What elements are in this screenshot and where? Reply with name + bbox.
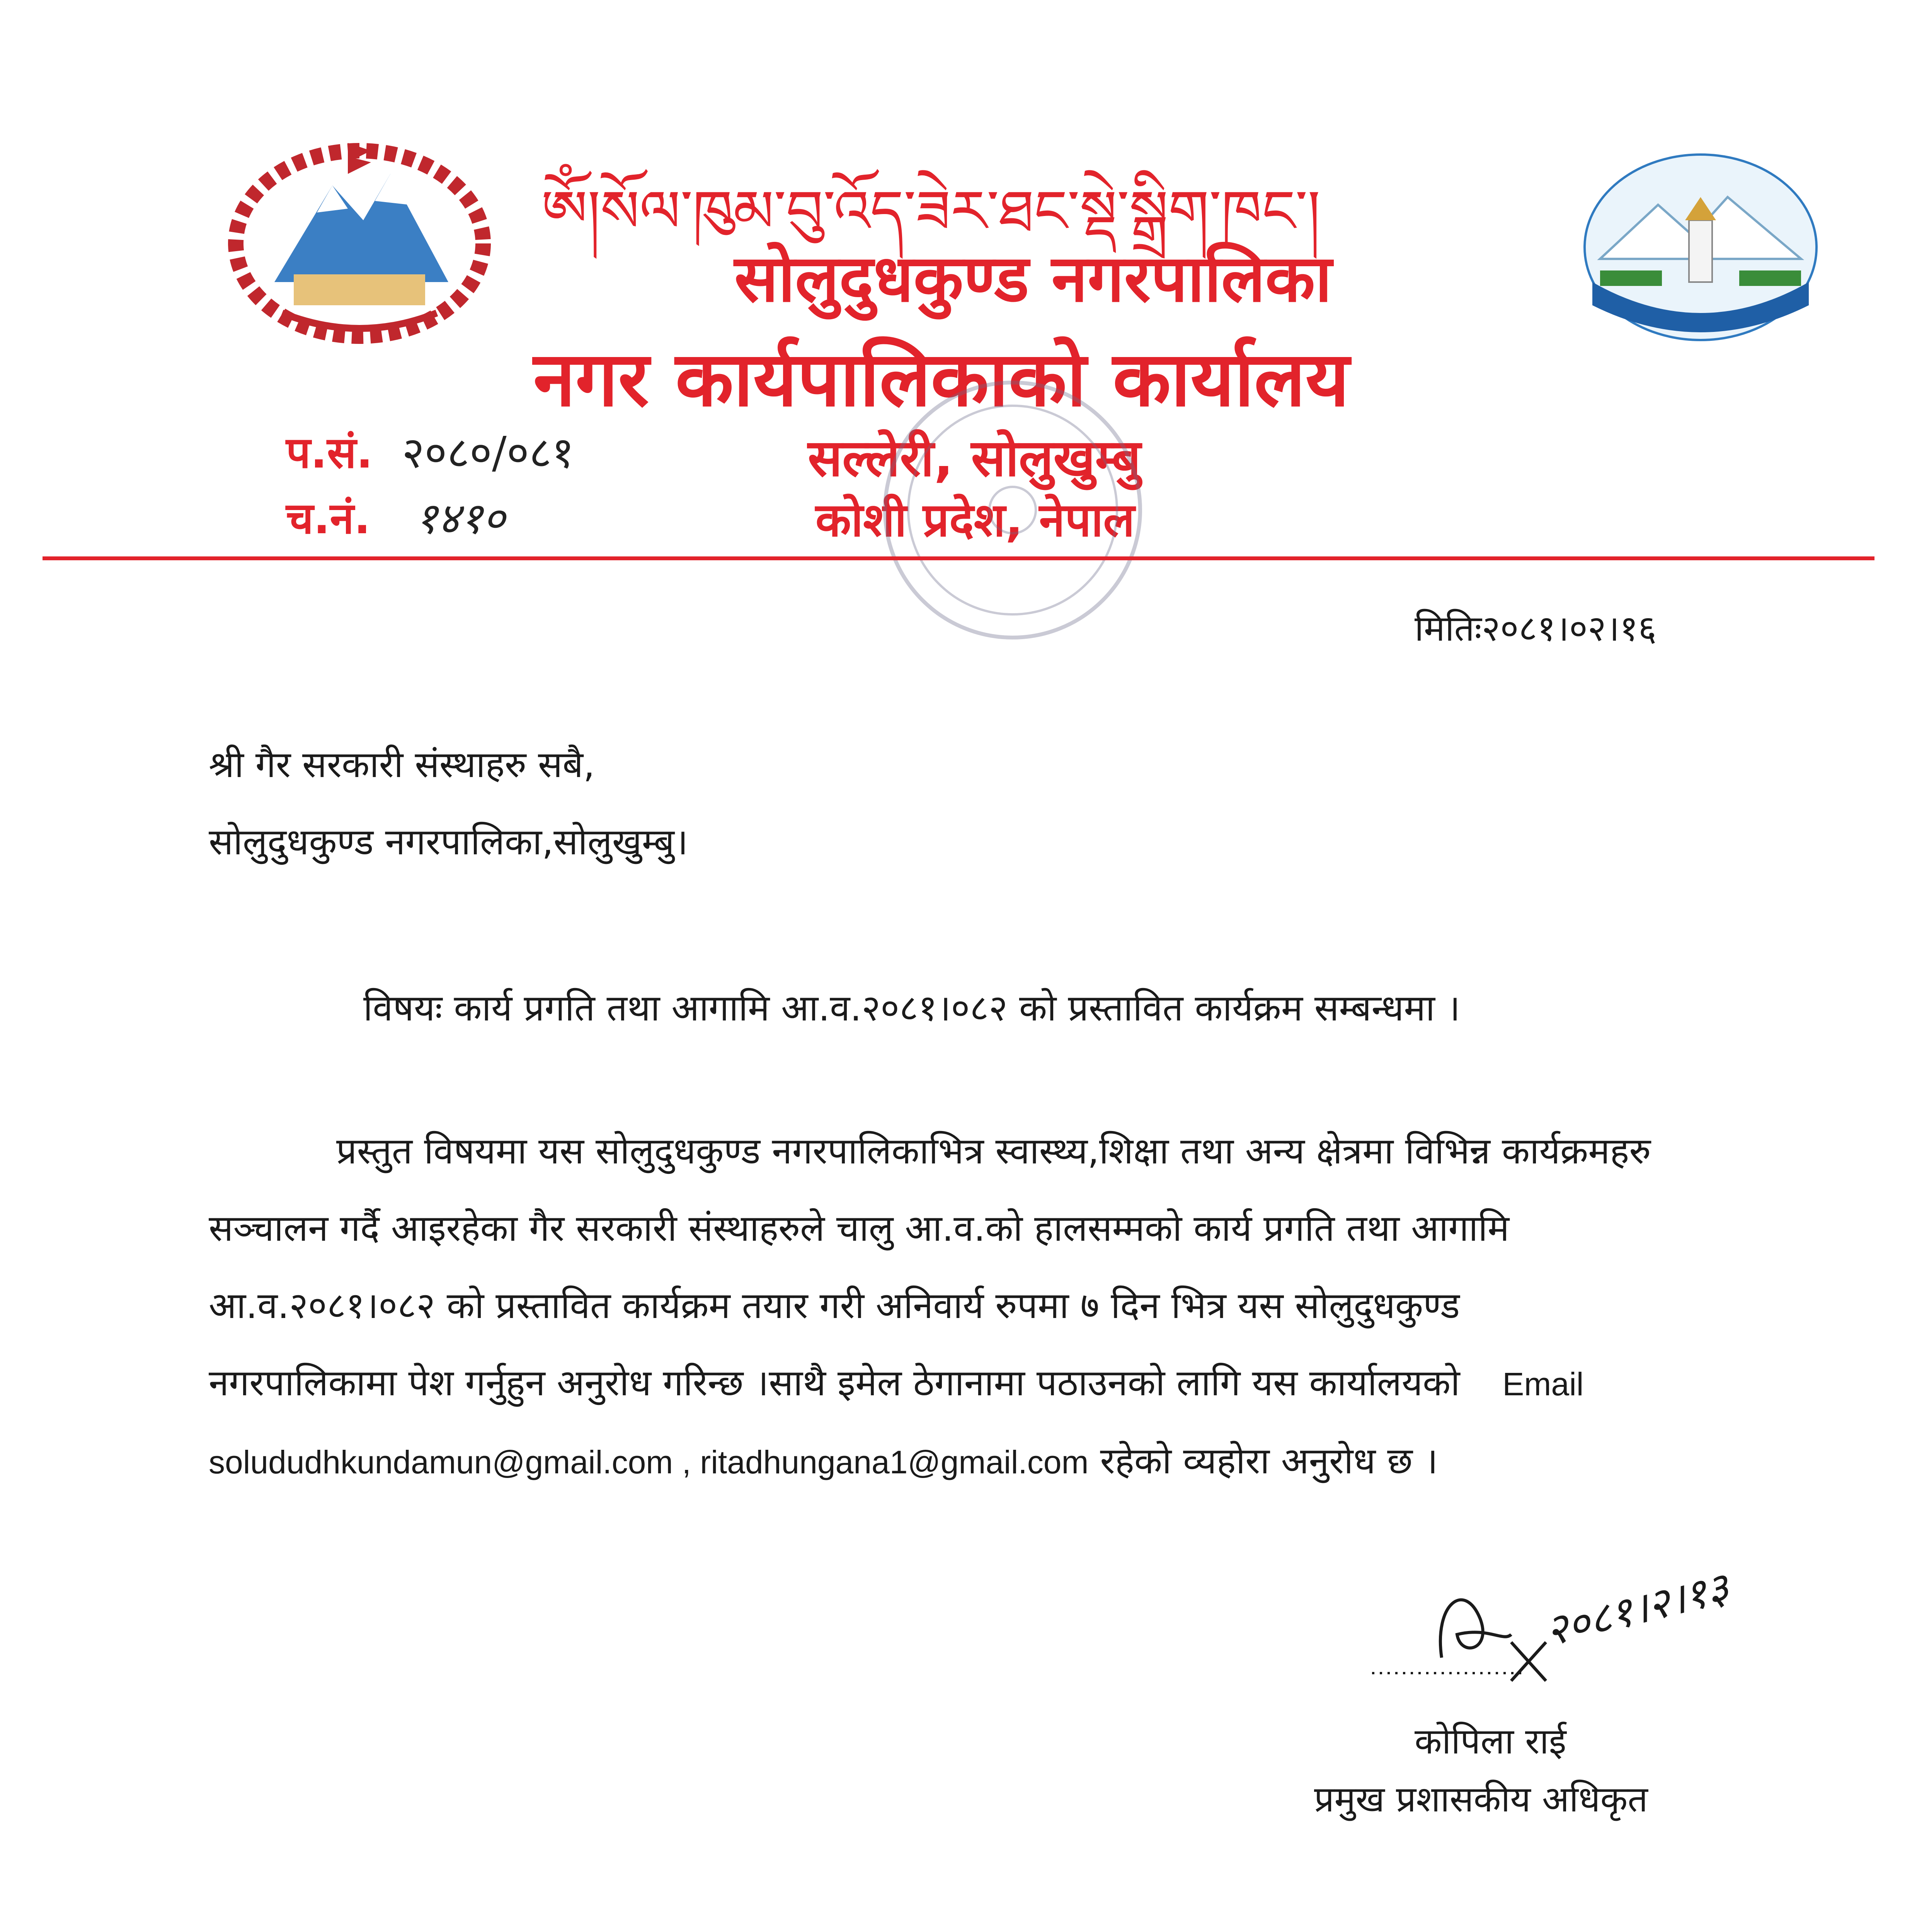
body-line-1: प्रस्तुत विषयमा यस सोलुदुधकुण्ड नगरपालिकाभित्र स्वास्थ्य,शिक्षा तथा अन्य क्षेत्रमा विभिन्न कार्यक्रमहरु bbox=[336, 1130, 1651, 1172]
dispatch-value: १४१० bbox=[415, 493, 505, 544]
body-line-2: सञ्चालन गर्दै आइरहेका गैर सरकारी संस्थाहरुले चालु आ.व.को हालसम्मको कार्य प्रगति तथा आगामि bbox=[209, 1208, 1510, 1250]
header-divider bbox=[43, 556, 1874, 560]
letter-subject: विषयः कार्य प्रगति तथा आगामि आ.व.२०८१।०८२ को प्रस्तावित कार्यक्रम सम्बन्धमा । bbox=[363, 987, 1461, 1029]
reference-value: २०८०/०८१ bbox=[402, 428, 574, 478]
recipient-line-1: श्री गैर सरकारी संस्थाहरु सबै, bbox=[209, 744, 595, 786]
nepal-emblem-icon bbox=[216, 128, 502, 344]
municipality-name: सोलुदुधकुण्ड नगरपालिका bbox=[734, 241, 1332, 316]
letter-date: मितिः२०८१।०२।१६ bbox=[1415, 608, 1657, 649]
municipality-logo-icon bbox=[1561, 143, 1840, 359]
signatory-title: प्रमुख प्रशासकीय अधिकृत bbox=[1314, 1779, 1648, 1820]
office-title: नगर कार्यपालिकाको कार्यालय bbox=[533, 335, 1350, 423]
email-addresses: solududhkundamun@gmail.com , ritadhungana1@gmail.com bbox=[209, 1444, 1089, 1480]
email-keyword: Email bbox=[1502, 1366, 1584, 1402]
address-line-2: कोशी प्रदेश, नेपाल bbox=[815, 493, 1135, 547]
body-line-5-tail: रहेको व्यहोरा अनुरोध छ । bbox=[1088, 1440, 1438, 1482]
body-line-4: नगरपालिकामा पेश गर्नुहुन अनुरोध गरिन्छ ।साथै इमेल ठेगानामा पठाउनको लागि यस कार्यालयको bbox=[209, 1362, 1460, 1404]
body-line-3: आ.व.२०८१।०८२ को प्रस्तावित कार्यक्रम तयार गरी अनिवार्य रुपमा ७ दिन भित्र यस सोलुदुधकुण्ड bbox=[209, 1285, 1460, 1327]
signature-icon bbox=[1364, 1557, 1774, 1704]
letter-body bbox=[209, 1113, 1898, 1501]
official-stamp-icon bbox=[873, 371, 1152, 649]
address-line-1: सल्लेरी, सोलुखुम्बु bbox=[808, 429, 1141, 488]
recipient-line-2: सोलुदुधकुण्ड नगरपालिका,सोलुखुम्बु। bbox=[209, 821, 688, 863]
dispatch-number bbox=[286, 487, 505, 546]
signature-date: २०८१।२।१३ bbox=[1540, 1562, 1734, 1656]
dispatch-label: च.नं. bbox=[286, 493, 371, 544]
signatory-name: कोपिला राई bbox=[1415, 1721, 1566, 1762]
reference-label: प.सं. bbox=[286, 428, 373, 478]
reference-number bbox=[286, 421, 574, 480]
tibetan-header-line: ༀ།སོལ་ཁུམ་བུ་འོད་ཟེར་ཐང་སྡེ་སྒྲིག་ཁང་། bbox=[541, 178, 1321, 245]
